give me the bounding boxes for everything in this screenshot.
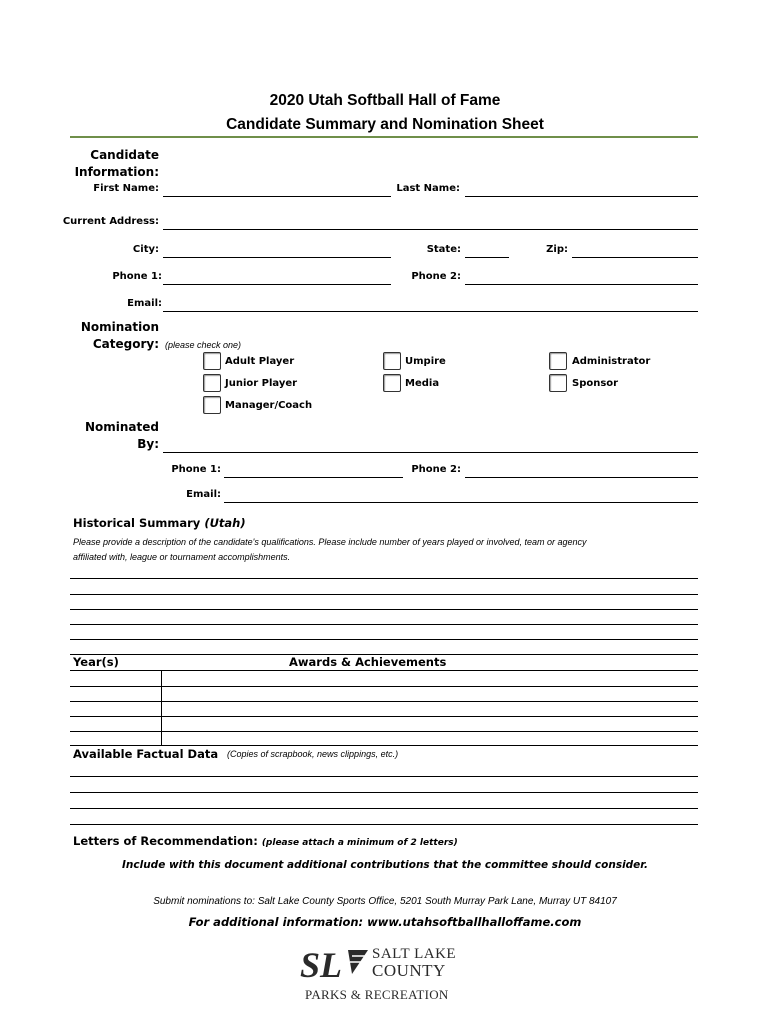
candidate-email-field[interactable] bbox=[163, 297, 698, 312]
submit-note: Submit nominations to: Salt Lake County Sports Office, 5201 South Murray Park Lane, Murray UT 84107 bbox=[153, 896, 617, 907]
candidate-section-header bbox=[60, 147, 159, 181]
adult-player-checkbox[interactable] bbox=[203, 352, 221, 370]
nominated-by-field[interactable] bbox=[163, 438, 698, 453]
summary-line[interactable] bbox=[70, 594, 698, 595]
summary-line[interactable] bbox=[70, 624, 698, 625]
umpire-checkbox[interactable] bbox=[383, 352, 401, 370]
factual-data-heading: Available Factual Data bbox=[73, 747, 219, 761]
awards-row-line bbox=[70, 731, 698, 732]
summary-line[interactable] bbox=[70, 609, 698, 610]
summary-line[interactable] bbox=[70, 639, 698, 640]
candidate-header-line2: Information: bbox=[74, 165, 159, 179]
media-label: Media bbox=[405, 378, 440, 389]
zip-field[interactable] bbox=[572, 243, 698, 258]
awards-column-divider bbox=[161, 670, 162, 746]
historical-description-line1: Please provide a description of the candidate's qualifications. Please include number of years played or involved, team or agency bbox=[73, 537, 587, 547]
historical-summary-heading bbox=[73, 516, 246, 530]
factual-data-note: (Copies of scrapbook, news clippings, etc.) bbox=[227, 749, 399, 759]
awards-column-header: Awards & Achievements bbox=[289, 655, 447, 669]
page-subtitle: Candidate Summary and Nomination Sheet bbox=[226, 116, 544, 133]
candidate-phone2-label: Phone 2: bbox=[411, 271, 461, 282]
nominator-phone2-label: Phone 2: bbox=[411, 464, 461, 475]
city-label: City: bbox=[132, 244, 159, 255]
include-note: Include with this document additional contributions that the committee should consider. bbox=[122, 859, 648, 871]
state-field[interactable] bbox=[465, 243, 509, 258]
candidate-phone1-label: Phone 1: bbox=[112, 271, 162, 282]
current-address-label: Current Address: bbox=[62, 216, 159, 227]
years-column-header: Year(s) bbox=[73, 655, 119, 669]
current-address-field[interactable] bbox=[163, 215, 698, 230]
nomination-header-line1: Nomination bbox=[80, 320, 159, 334]
sponsor-checkbox[interactable] bbox=[549, 374, 567, 392]
historical-description-line2: affiliated with, league or tournament accomplishments. bbox=[73, 552, 291, 562]
nominator-phone1-label: Phone 1: bbox=[171, 464, 221, 475]
sponsor-label: Sponsor bbox=[572, 378, 619, 389]
summary-line[interactable] bbox=[70, 578, 698, 579]
letters-heading-text: Letters of Recommendation: bbox=[73, 834, 258, 848]
factual-line[interactable] bbox=[70, 792, 698, 793]
logo-mark: SL bbox=[300, 945, 343, 985]
factual-line[interactable] bbox=[70, 824, 698, 825]
last-name-field[interactable] bbox=[465, 182, 698, 197]
first-name-label: First Name: bbox=[93, 183, 159, 194]
awards-row-line bbox=[70, 745, 698, 746]
junior-player-checkbox[interactable] bbox=[203, 374, 221, 392]
candidate-phone1-field[interactable] bbox=[163, 270, 391, 285]
nominator-email-field[interactable] bbox=[224, 488, 698, 503]
administrator-checkbox[interactable] bbox=[549, 352, 567, 370]
factual-line[interactable] bbox=[70, 776, 698, 777]
awards-row-line bbox=[70, 670, 698, 671]
nominated-by-header bbox=[60, 419, 159, 453]
first-name-field[interactable] bbox=[163, 182, 391, 197]
nominator-phone2-field[interactable] bbox=[465, 463, 698, 478]
letters-heading bbox=[73, 834, 458, 848]
administrator-label: Administrator bbox=[572, 356, 651, 367]
nominated-by-line2: By: bbox=[137, 437, 159, 451]
umpire-label: Umpire bbox=[405, 356, 446, 367]
nominator-email-label: Email: bbox=[186, 489, 221, 500]
candidate-email-label: Email: bbox=[127, 298, 162, 309]
title-divider bbox=[70, 136, 698, 138]
manager-coach-label: Manager/Coach bbox=[225, 400, 313, 411]
page-title: 2020 Utah Softball Hall of Fame bbox=[269, 92, 501, 109]
letters-note: (please attach a minimum of 2 letters) bbox=[261, 838, 458, 848]
media-checkbox[interactable] bbox=[383, 374, 401, 392]
awards-row-line bbox=[70, 686, 698, 687]
nomination-section-header bbox=[60, 319, 159, 353]
historical-heading-paren: (Utah) bbox=[204, 516, 246, 530]
zip-label: Zip: bbox=[546, 244, 568, 255]
logo-line2: COUNTY bbox=[372, 961, 446, 980]
info-note: For additional information: www.utahsoftballhalloffame.com bbox=[188, 915, 582, 929]
adult-player-label: Adult Player bbox=[225, 356, 295, 367]
state-label: State: bbox=[426, 244, 461, 255]
logo-line3: PARKS & RECREATION bbox=[305, 987, 449, 1002]
nomination-hint: (please check one) bbox=[165, 340, 242, 350]
salt-lake-county-logo bbox=[300, 944, 470, 1006]
historical-heading-text: Historical Summary bbox=[73, 516, 201, 530]
candidate-header-line1: Candidate bbox=[90, 148, 159, 162]
awards-row-line bbox=[70, 701, 698, 702]
candidate-phone2-field[interactable] bbox=[465, 270, 698, 285]
factual-line[interactable] bbox=[70, 808, 698, 809]
last-name-label: Last Name: bbox=[396, 183, 460, 194]
city-field[interactable] bbox=[163, 243, 391, 258]
logo-line1: SALT LAKE bbox=[372, 946, 457, 962]
nominator-phone1-field[interactable] bbox=[224, 463, 403, 478]
nominated-by-line1: Nominated bbox=[84, 420, 159, 434]
junior-player-label: Junior Player bbox=[225, 378, 298, 389]
nomination-header-line2: Category: bbox=[92, 337, 159, 351]
awards-row-line bbox=[70, 716, 698, 717]
manager-coach-checkbox[interactable] bbox=[203, 396, 221, 414]
